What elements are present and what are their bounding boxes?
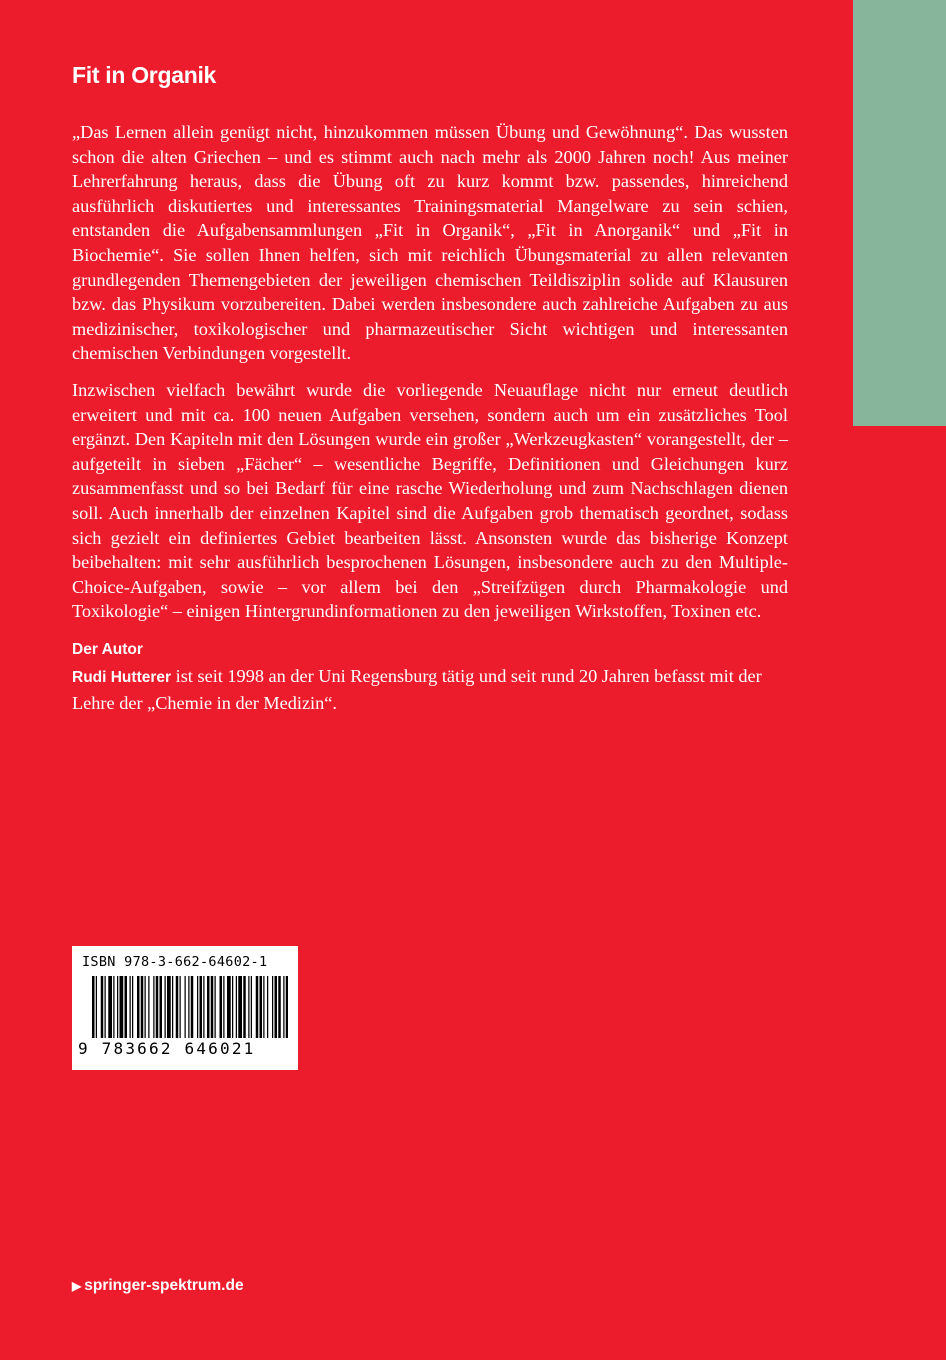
barcode-bar bbox=[278, 976, 281, 1038]
barcode-bar bbox=[153, 976, 154, 1038]
barcode-bar bbox=[92, 976, 95, 1038]
barcode-bar bbox=[167, 976, 171, 1038]
barcode-bar bbox=[260, 976, 263, 1038]
barcode-bar bbox=[223, 976, 224, 1038]
barcode-bar bbox=[141, 976, 144, 1038]
barcode-bar bbox=[101, 976, 104, 1038]
publisher-website[interactable] bbox=[72, 1277, 244, 1295]
barcode-bar bbox=[113, 976, 114, 1038]
barcode-bar bbox=[185, 976, 186, 1038]
author-bio-text: ist seit 1998 an der Uni Regensburg tätig und seit rund 20 Jahren befasst mit der Lehre der „Chemie in der Medizin“. bbox=[72, 666, 762, 714]
barcode-bar bbox=[108, 976, 112, 1038]
barcode-bar bbox=[232, 976, 233, 1038]
barcode-bar bbox=[256, 976, 259, 1038]
barcode-bar bbox=[145, 976, 146, 1038]
barcode-bar bbox=[267, 976, 268, 1038]
side-color-band bbox=[853, 0, 946, 426]
barcode-bar bbox=[191, 976, 194, 1038]
barcode-bar bbox=[286, 976, 288, 1038]
barcode-bar bbox=[180, 976, 181, 1038]
barcode-bar bbox=[137, 976, 140, 1038]
barcode-bar bbox=[203, 976, 204, 1038]
barcode-bar bbox=[236, 976, 237, 1038]
isbn-barcode bbox=[72, 946, 298, 1070]
barcode-bar bbox=[251, 976, 252, 1038]
barcode-bar bbox=[130, 976, 131, 1038]
barcode-bar bbox=[272, 976, 273, 1038]
barcode-bar bbox=[275, 976, 278, 1038]
barcode-bar bbox=[197, 976, 198, 1038]
barcode-bar bbox=[165, 976, 166, 1038]
barcode-bar bbox=[263, 976, 264, 1038]
barcode-bar bbox=[200, 976, 203, 1038]
barcode-bar bbox=[248, 976, 249, 1038]
blurb-paragraph-2: Inzwischen vielfach bewährt wurde die vorliegende Neuauflage nicht nur erneut deutlich erweitert und mit ca. 100 neuen Aufgaben versehen, sondern auch um ein zusätzliches Tool ergänzt. Den Kapiteln mit den Lösungen wurde ein großer „Werkzeugkasten“ vorangestellt, der – aufgeteilt in sieben „Fächer“ – wesentliche Begriffe, Definitionen und Gleichungen kurz zusammenfasst und so bei Bedarf für eine rasche Wiederholung und zum Nachschlagen dienen soll. Auch innerhalb der einzelnen Kapitel sind die Aufgaben grob thematisch geordnet, sodass sich gezielt ein definiertes Gebiet bearbeiten lässt. Ansonsten wurde das bisherige Konzept beibehalten: mit sehr ausführlich besprochenen Lösungen, insbesondere auch zu den Multiple-Choice-Aufgaben, sowie – vor allem bei den „Streifzügen durch Pharmakologie und Toxikologie“ – einigen Hintergrundinformationen zu den jeweiligen Wirkstoffen, Toxinen etc. bbox=[72, 379, 788, 622]
book-title: Fit in Organik bbox=[72, 62, 217, 88]
barcode-bar bbox=[148, 976, 149, 1038]
author-name: Rudi Hutterer bbox=[72, 669, 172, 687]
barcode-bar bbox=[220, 976, 223, 1038]
barcode-bar bbox=[215, 976, 216, 1038]
author-heading: Der Autor bbox=[72, 640, 143, 658]
barcode-bar bbox=[188, 976, 189, 1038]
barcode-bar bbox=[117, 976, 118, 1038]
blurb-paragraph-1: „Das Lernen allein genügt nicht, hinzukommen müssen Übung und Gewöhnung“. Das wussten schon die alten Griechen – und es stimmt auch nach mehr als 2000 Jahren noch! Aus meiner Lehrerfahrung heraus, dass die Übung oft zu kurz kommt bzw. passendes, hinreichend ausführlich diskutiertes und interessantes Trainingsmaterial Mangelware zu sein schien, entstanden die Aufgabensammlungen „Fit in Organik“, „Fit in Anorganik“ und „Fit in Biochemie“. Sie sollen Ihnen helfen, sich mit reichlich Übungsmaterial zu allen relevanten grundlegenden Themengebieten der jeweiligen chemischen Teildisziplin solide auf Klausuren bzw. das Physikum vorzubereiten. Dabei werden insbesondere auch zahlreiche Aufgaben zu aus medizinischer, toxikologischer und pharmazeutischer Sicht wichtigen und interessanten chemischen Verbindungen vorgestellt. bbox=[72, 122, 788, 364]
barcode-bar bbox=[211, 976, 214, 1038]
barcode-bar bbox=[172, 976, 173, 1038]
barcode-bar bbox=[283, 976, 284, 1038]
barcode-bar bbox=[176, 976, 179, 1038]
barcode-bar bbox=[238, 976, 242, 1038]
author-bio bbox=[72, 664, 788, 715]
blurb bbox=[72, 120, 788, 716]
barcode-bar bbox=[96, 976, 97, 1038]
barcode-bar bbox=[105, 976, 106, 1038]
barcode-bar bbox=[227, 976, 231, 1038]
website-label: springer-spektrum.de bbox=[84, 1277, 244, 1294]
barcode-bar bbox=[120, 976, 124, 1038]
ean-digits: 9 783662 646021 bbox=[78, 1039, 256, 1058]
arrow-right-icon: ▶ bbox=[72, 1279, 82, 1293]
barcode-bar bbox=[156, 976, 159, 1038]
isbn-label: ISBN 978-3-662-64602-1 bbox=[82, 954, 268, 970]
barcode-bar bbox=[207, 976, 210, 1038]
barcode-bar bbox=[243, 976, 246, 1038]
barcode-bar bbox=[125, 976, 128, 1038]
barcode-bar bbox=[160, 976, 163, 1038]
barcode-bar bbox=[132, 976, 133, 1038]
